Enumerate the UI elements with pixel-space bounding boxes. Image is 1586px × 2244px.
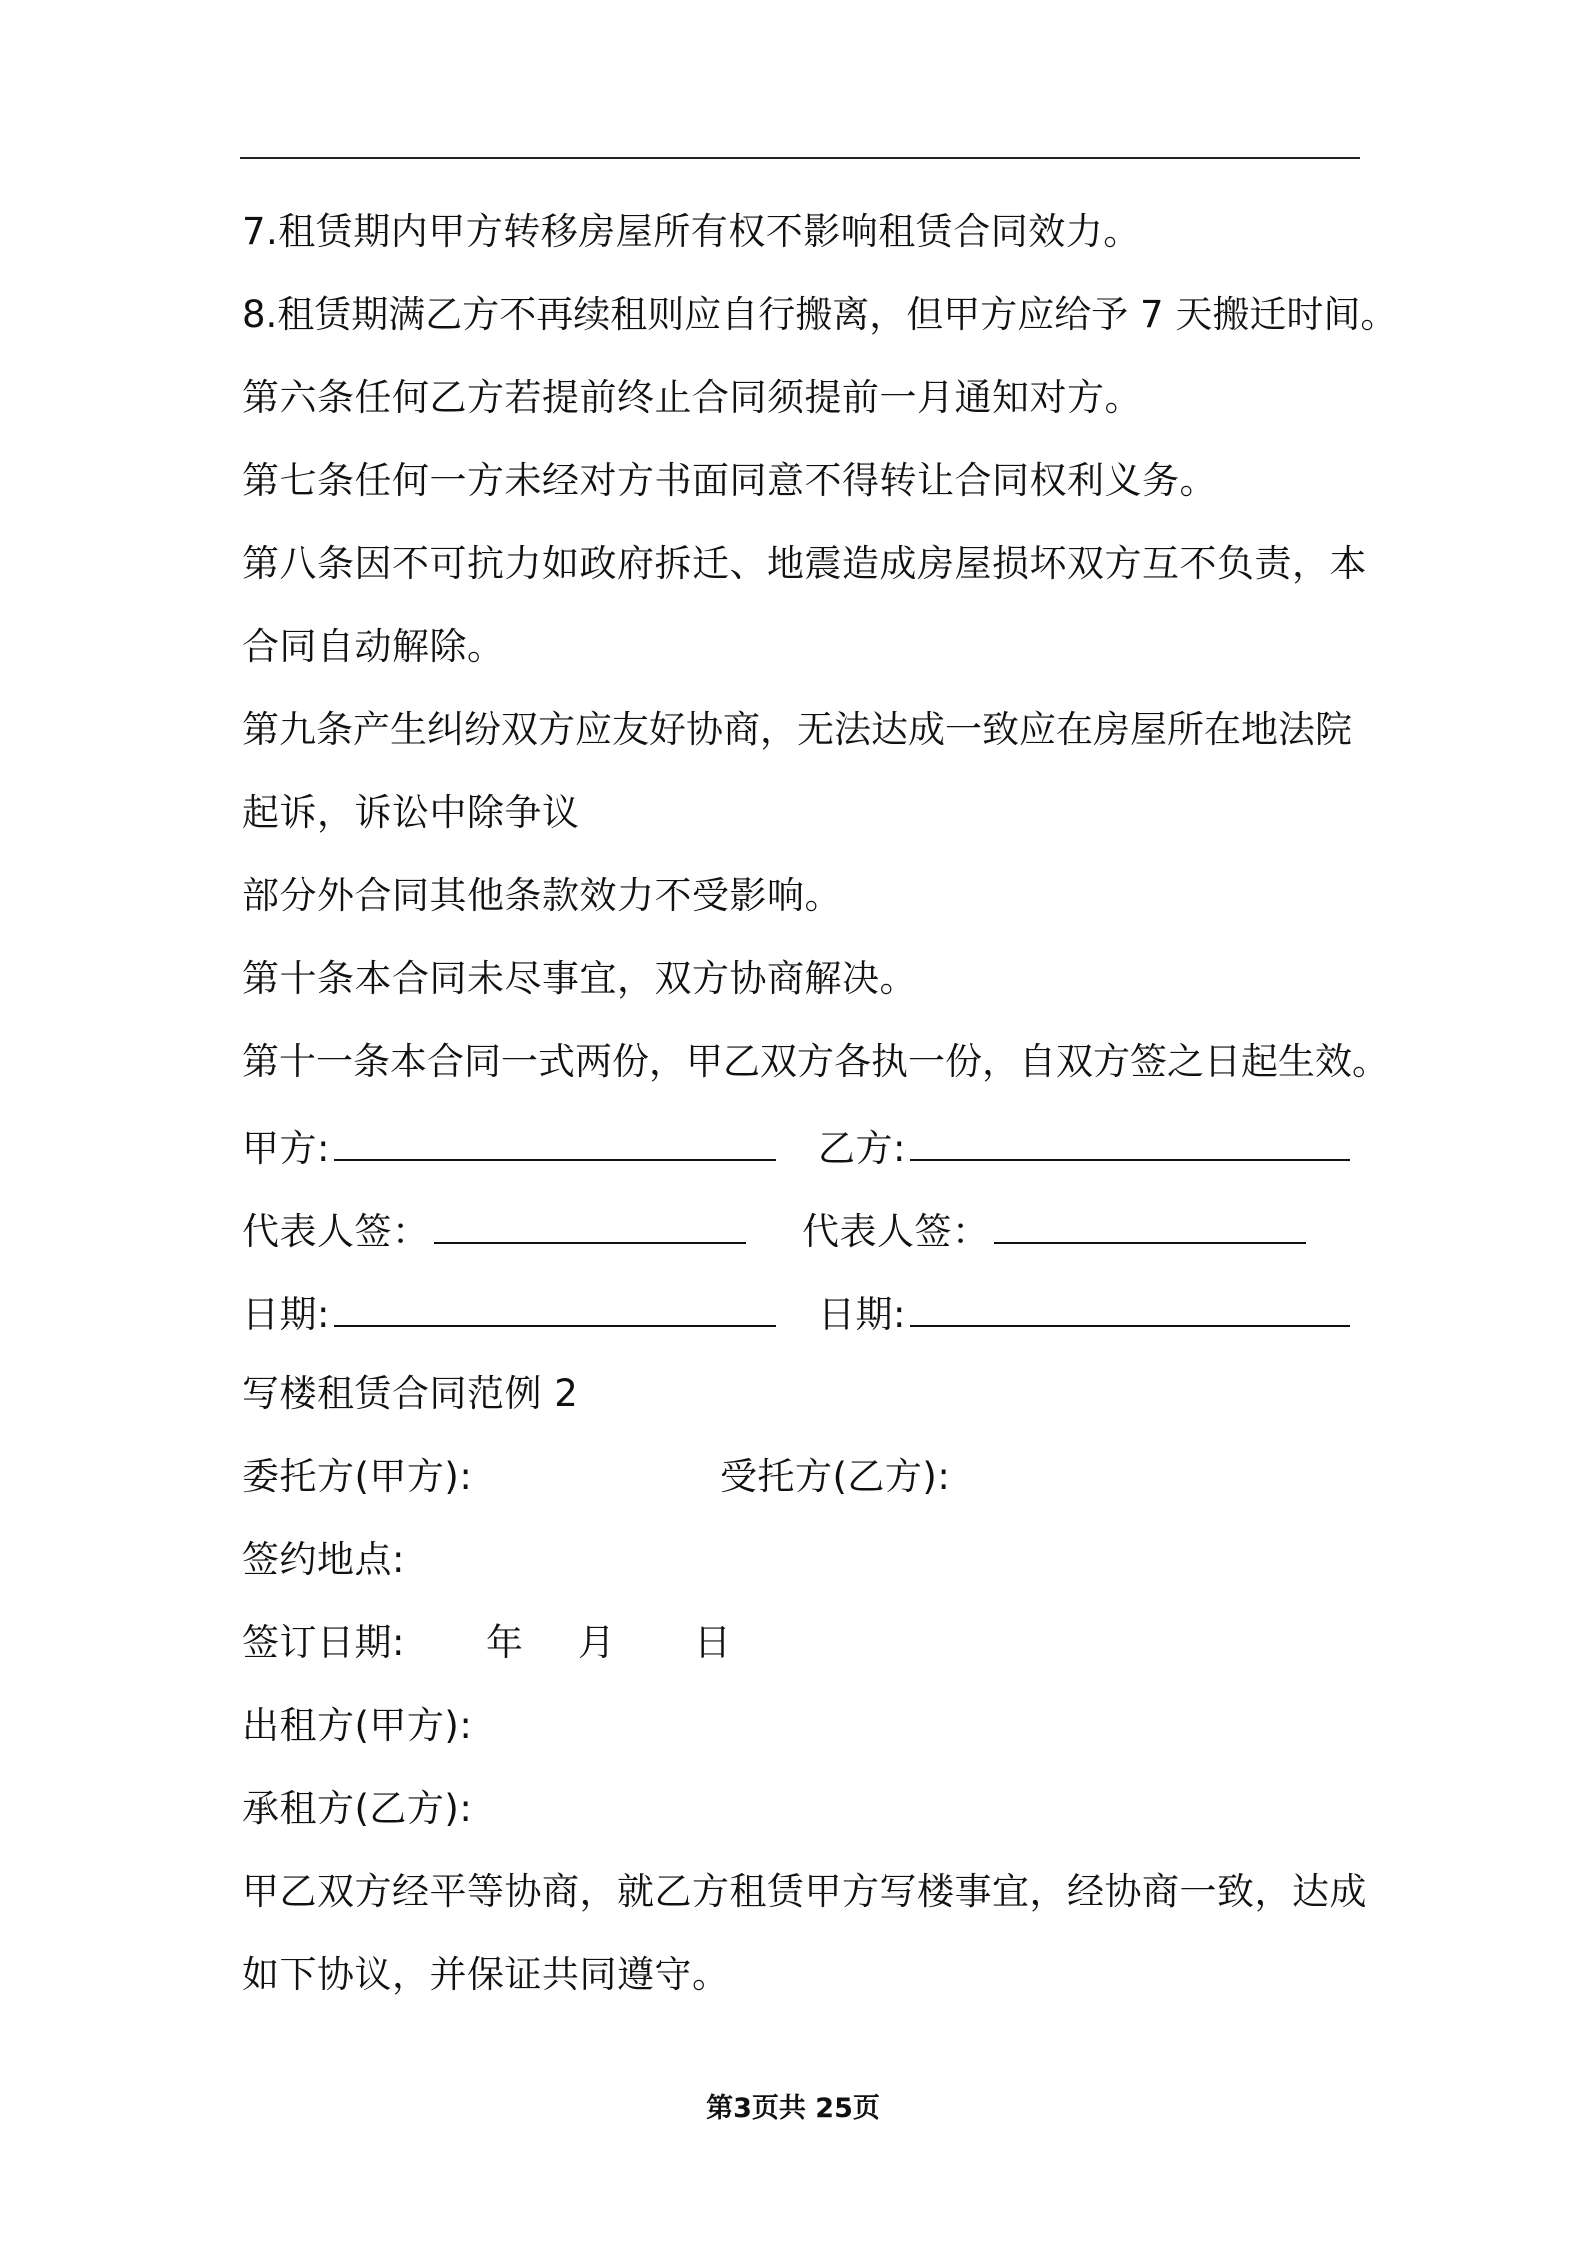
rep-b-label: 代表人签： [802,1210,990,1253]
clause-line: 8.租赁期满乙方不再续租则应自行搬离，但甲方应给予 7 天搬迁时间。 [242,293,1398,336]
lessee-label: 承租方(乙方): [242,1787,473,1830]
signature-row-representative [242,1192,1382,1275]
closing-line: 甲乙双方经平等协商，就乙方租赁甲方写楼事宜，经协商一致，达成 [242,1870,1367,1913]
date-a-signature [242,1275,776,1351]
clause-line: 第十条本合同未尽事宜，双方协商解决。 [242,957,917,1000]
party-b-signature [818,1109,1350,1185]
page-number: 第3页共 25页 [706,2093,880,2124]
clause-line: 7.租赁期内甲方转移房屋所有权不影响租赁合同效力。 [242,210,1141,253]
rep-a-blank[interactable] [434,1192,746,1244]
clause-line: 起诉，诉讼中除争议 [242,791,580,834]
clause-line: 第八条因不可抗力如政府拆迁、地震造成房屋损坏双方互不负责，本 [242,542,1367,585]
signature-row-party [242,1109,1382,1192]
signature-row-date [242,1275,1382,1358]
date-b-blank[interactable] [910,1275,1350,1327]
parties-row [242,1441,1382,1524]
sign-date-label: 签订日期: [242,1621,405,1664]
party-a-signature [242,1109,776,1185]
trustee-label: 受托方(乙方): [720,1455,951,1498]
closing-line: 如下协议，并保证共同遵守。 [242,1953,730,1996]
date-a-label: 日期: [242,1293,330,1336]
clause-line: 第十一条本合同一式两份，甲乙双方各执一份，自双方签之日起生效。 [242,1040,1389,1083]
clause-line: 第六条任何乙方若提前终止合同须提前一月通知对方。 [242,376,1142,419]
date-a-blank[interactable] [334,1275,776,1327]
clause-line: 第九条产生纠纷双方应友好协商，无法达成一致应在房屋所在地法院 [242,708,1352,751]
party-b-blank[interactable] [910,1109,1350,1161]
sign-date-row [242,1607,1382,1690]
sign-place-label: 签约地点: [242,1538,405,1581]
rep-b-signature [802,1192,1306,1268]
lessor-label: 出租方(甲方): [242,1704,473,1747]
party-a-label: 甲方: [242,1127,330,1170]
party-b-label: 乙方: [818,1127,906,1170]
year-label: 年 [486,1621,524,1664]
clause-line: 合同自动解除。 [242,625,505,668]
clause-line: 第七条任何一方未经对方书面同意不得转让合同权利义务。 [242,459,1217,502]
rep-b-blank[interactable] [994,1192,1306,1244]
date-b-label: 日期: [818,1293,906,1336]
header-rule [240,157,1360,159]
trustor-label: 委托方(甲方): [242,1455,473,1498]
clause-line: 部分外合同其他条款效力不受影响。 [242,874,842,917]
party-a-blank[interactable] [334,1109,776,1161]
document-body [242,196,1398,2022]
section-title: 写楼租赁合同范例 2 [242,1372,579,1415]
month-label: 月 [578,1621,616,1664]
rep-a-label: 代表人签： [242,1210,430,1253]
rep-a-signature [242,1192,746,1268]
date-b-signature [818,1275,1350,1351]
day-label: 日 [694,1621,732,1664]
